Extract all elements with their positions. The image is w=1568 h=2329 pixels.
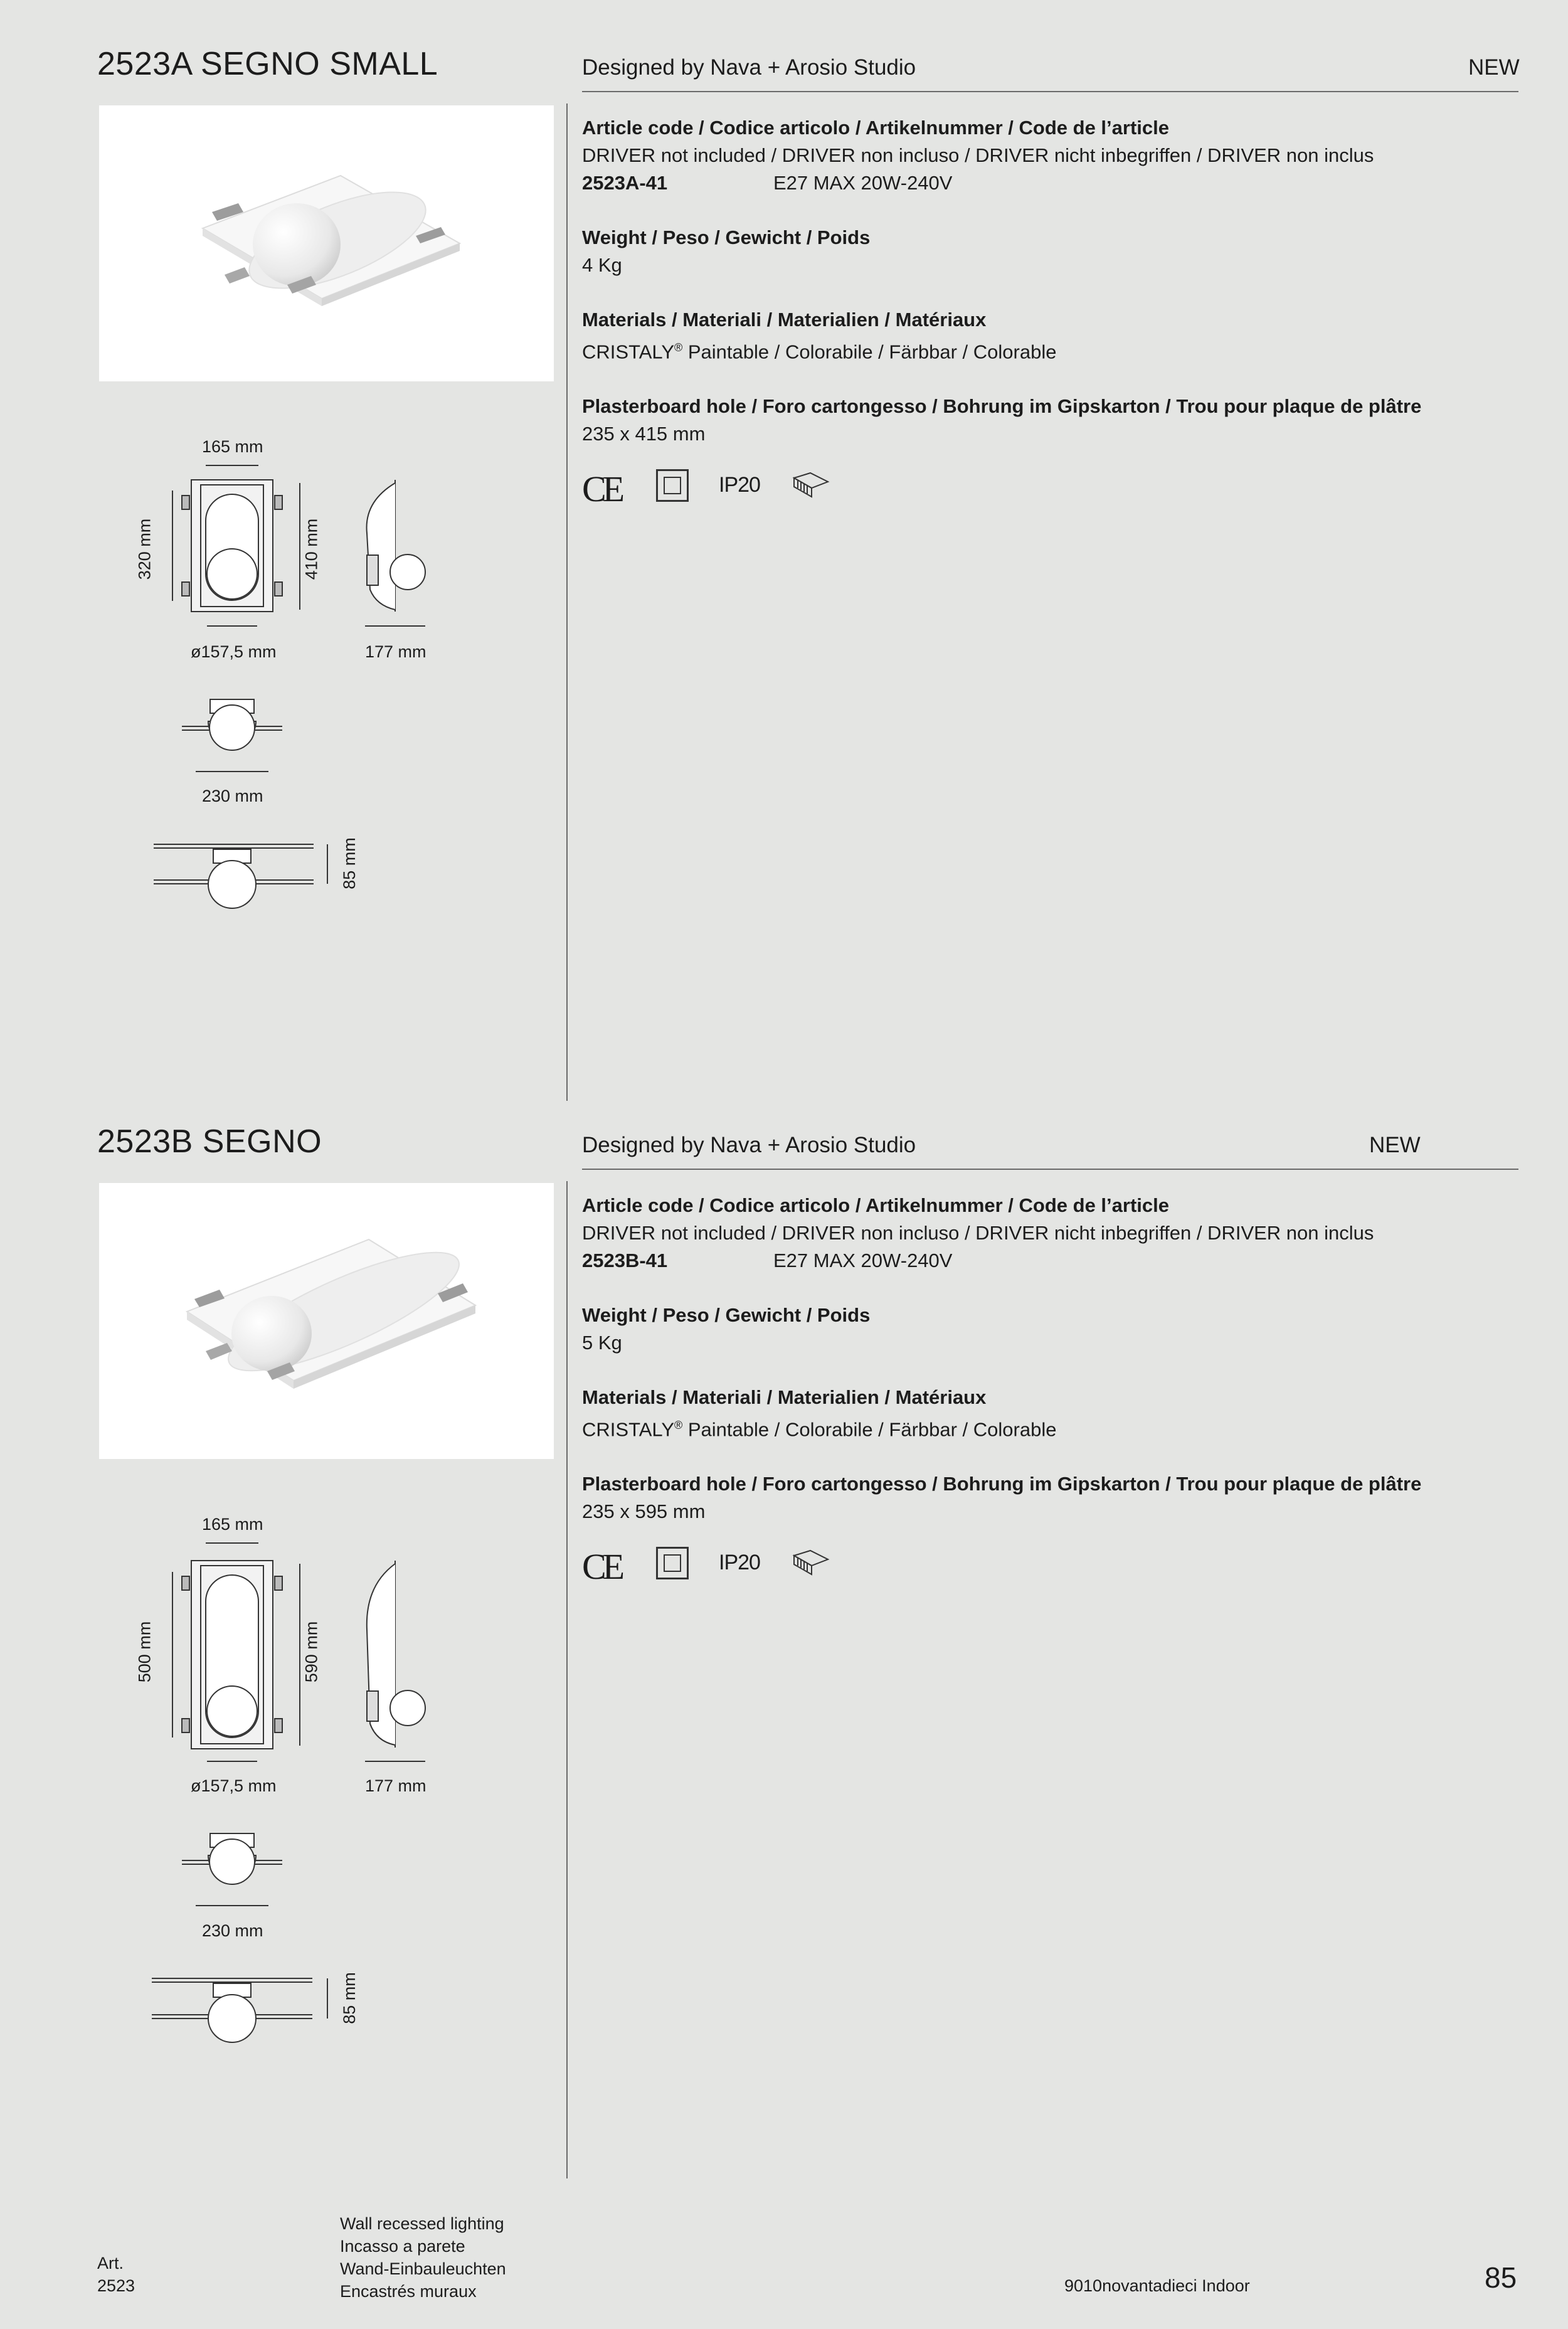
material-brand: CRISTALY: [582, 1418, 674, 1441]
material-description: Paintable / Colorabile / Färbbar / Colorable: [682, 341, 1057, 363]
ce-mark-icon: CE: [582, 1546, 622, 1587]
weight-value: 5 Kg: [582, 1332, 622, 1354]
art-number: 2523: [97, 2276, 135, 2295]
technical-drawing: [0, 1078, 1568, 2182]
dim-inner-height-label: 320 mm: [135, 518, 154, 580]
product-section-2523a: [0, 0, 1568, 1104]
ip20-rating-icon: IP20: [719, 1551, 760, 1574]
category-block: [340, 2212, 506, 2303]
new-badge: NEW: [1369, 1133, 1421, 1157]
category-it: Incasso a parete: [340, 2237, 465, 2256]
dim-side-depth-label: 177 mm: [365, 642, 426, 661]
hole-value: 235 x 595 mm: [582, 1500, 706, 1523]
designer-credit: Designed by Nava + Arosio Studio: [582, 1133, 916, 1157]
registered-mark: ®: [674, 341, 683, 354]
lamp-spec: E27 MAX 20W-240V: [773, 172, 953, 194]
materials-heading: Materials / Materiali / Materialien / Matériaux: [582, 1386, 987, 1408]
article-code-heading: Article code / Codice articolo / Artikelnummer / Code de l’article: [582, 117, 1169, 139]
category-fr: Encastrés muraux: [340, 2282, 477, 2301]
dim-side-depth-label: 177 mm: [365, 1776, 426, 1795]
dim-diameter-label: ø157,5 mm: [191, 1776, 277, 1795]
lamp-spec: E27 MAX 20W-240V: [773, 1249, 953, 1271]
driver-note: DRIVER not included / DRIVER non incluso / DRIVER nicht inbegriffen / DRIVER non inclus: [582, 1222, 1374, 1244]
technical-drawing: [0, 0, 1568, 1104]
dim-plan-width-label: 230 mm: [202, 787, 263, 805]
material-description: Paintable / Colorabile / Färbbar / Colorable: [682, 1418, 1057, 1441]
dim-outer-height-label: 590 mm: [302, 1621, 321, 1683]
article-code: 2523B-41: [582, 1249, 668, 1271]
designer-credit: Designed by Nava + Arosio Studio: [582, 55, 916, 80]
weight-heading: Weight / Peso / Gewicht / Poids: [582, 1304, 871, 1326]
page-footer: [0, 2183, 1568, 2329]
registered-mark: ®: [674, 1419, 683, 1431]
weight-heading: Weight / Peso / Gewicht / Poids: [582, 226, 871, 248]
category-en: Wall recessed lighting: [340, 2214, 504, 2233]
dim-inner-height-label: 500 mm: [135, 1621, 154, 1683]
article-code: 2523A-41: [582, 172, 668, 194]
dim-diameter-label: ø157,5 mm: [191, 642, 277, 661]
article-block: [97, 2252, 135, 2297]
product-title: 2523A SEGNO SMALL: [97, 46, 438, 82]
dim-depth-label: 85 mm: [339, 1972, 359, 2024]
driver-note: DRIVER not included / DRIVER non incluso / DRIVER nicht inbegriffen / DRIVER non inclus: [582, 144, 1374, 166]
ip20-rating-icon: IP20: [719, 473, 760, 497]
weight-value: 4 Kg: [582, 254, 622, 276]
dim-outer-height-label: 410 mm: [302, 518, 321, 580]
material-brand: CRISTALY: [582, 341, 674, 363]
product-section-2523b: [0, 1078, 1568, 2182]
dim-plan-width-label: 230 mm: [202, 1921, 263, 1940]
category-de: Wand-Einbauleuchten: [340, 2259, 506, 2278]
page-number: 85: [1485, 2261, 1517, 2294]
dim-depth-label: 85 mm: [339, 837, 359, 889]
article-code-heading: Article code / Codice articolo / Artikelnummer / Code de l’article: [582, 1194, 1169, 1216]
dim-width-label: 165 mm: [202, 437, 263, 456]
materials-heading: Materials / Materiali / Materialien / Matériaux: [582, 309, 987, 331]
new-badge: NEW: [1468, 55, 1520, 80]
hole-value: 235 x 415 mm: [582, 423, 706, 445]
brand-line: 9010novantadieci Indoor: [1064, 2276, 1250, 2295]
art-label: Art.: [97, 2254, 124, 2273]
hole-heading: Plasterboard hole / Foro cartongesso / Bohrung im Gipskarton / Trou pour plaque de plâtre: [582, 395, 1422, 418]
product-title: 2523B SEGNO: [97, 1123, 322, 1160]
hole-heading: Plasterboard hole / Foro cartongesso / Bohrung im Gipskarton / Trou pour plaque de plâtre: [582, 1473, 1422, 1495]
ce-mark-icon: CE: [582, 469, 622, 509]
dim-width-label: 165 mm: [202, 1515, 263, 1534]
